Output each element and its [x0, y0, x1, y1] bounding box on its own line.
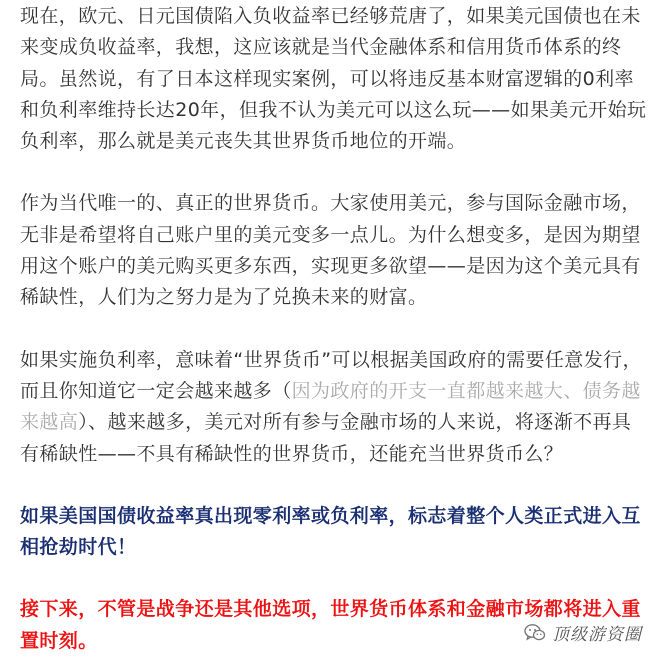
paragraph-3-text-end: ）、越来越多，美元对所有参与金融市场的人来说，将逐渐不再具有稀缺性——不具有稀缺性的世界货币，还能充当世界货币么？	[20, 411, 632, 465]
paragraph-2: 作为当代唯一的、真正的世界货币。大家使用美元，参与国际金融市场，无非是希望将自己账户里的美元变多一点儿。为什么想变多，是因为期望用这个账户的美元购买更多东西，实现更多欲望——是因为这个美元具有稀缺性，人们为之努力是为了兑换未来的财富。	[20, 192, 641, 309]
paragraph-3-aside: 因为政府的开支一直都越来越大、债务越来越高	[20, 379, 641, 434]
watermark-text: 顶级游资圈	[552, 625, 642, 645]
paragraph-3-text-start: 如果实施负利率，意味着“世界货币”可以根据美国政府的需要任意发行，而且你知道它一定会越来越多（	[20, 348, 642, 402]
wechat-icon	[524, 623, 546, 643]
article-body	[20, 0, 650, 657]
emphasis-red-paragraph: 接下来，不管是战争还是其他选项，世界货币体系和金融市场都将进入重置时刻。	[20, 598, 641, 652]
paragraph-1: 现在，欧元、日元国债陷入负收益率已经够荒唐了，如果美元国债也在未来变成负收益率，我想，这应该就是当代金融体系和信用货币体系的终局。虽然说，有了日本这样现实案例，可以将违反基本财富逻辑的0利率和负利率维持长达20年，但我不认为美元可以这么玩——如果美元开始玩负利率，那么就是美元丧失其世界货币地位的开端。	[20, 5, 647, 153]
paragraph-3	[20, 345, 650, 470]
source-watermark	[524, 620, 642, 645]
emphasis-blue-paragraph: 如果美国国债收益率真出现零利率或负利率，标志着整个人类正式进入互相抢劫时代！	[20, 504, 641, 559]
